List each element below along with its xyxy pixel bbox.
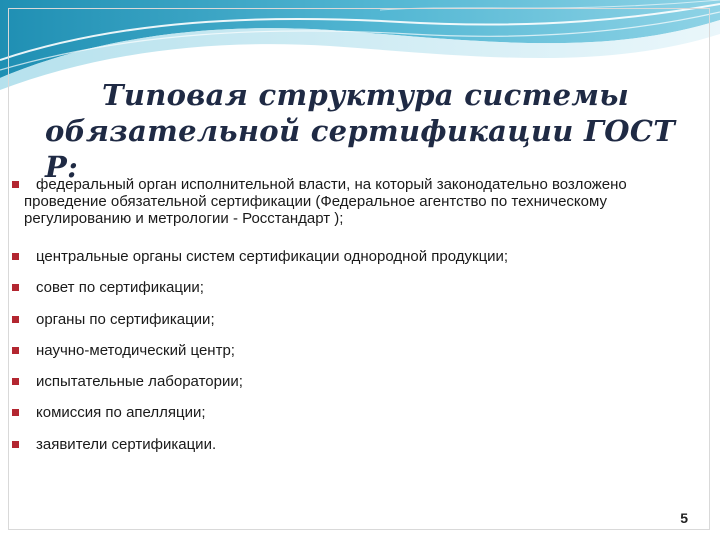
list-item-text: органы по сертификации; [36,311,215,328]
square-bullet-icon [12,316,19,323]
square-bullet-icon [12,441,19,448]
list-item-text: совет по сертификации; [36,279,204,296]
square-bullet-icon [12,284,19,291]
list-item-text: федеральный орган исполнительной власти, на который законодательно возложено проведение обязательной сертификации (Федеральное агентство по техническому регулированию и метрологии - Росстандарт ); [24,176,627,227]
list-item-text: научно-методический центр; [36,342,235,359]
list-item-text: комиссия по апелляции; [36,404,206,421]
square-bullet-icon [12,409,19,416]
title-line-1: Типовая структура системы [102,78,630,112]
list-item-text: центральные органы систем сертификации однородной продукции; [36,248,509,265]
title-line-2: обязательной сертификации ГОСТ Р: [45,114,676,184]
square-bullet-icon [12,253,19,260]
list-item-text: заявители сертификации. [36,436,217,453]
list-item-text: испытательные лаборатории; [36,373,243,390]
square-bullet-icon [12,347,19,354]
page-number: 5 [680,510,688,526]
square-bullet-icon [12,378,19,385]
slide-title [40,77,700,185]
square-bullet-icon [12,181,19,188]
